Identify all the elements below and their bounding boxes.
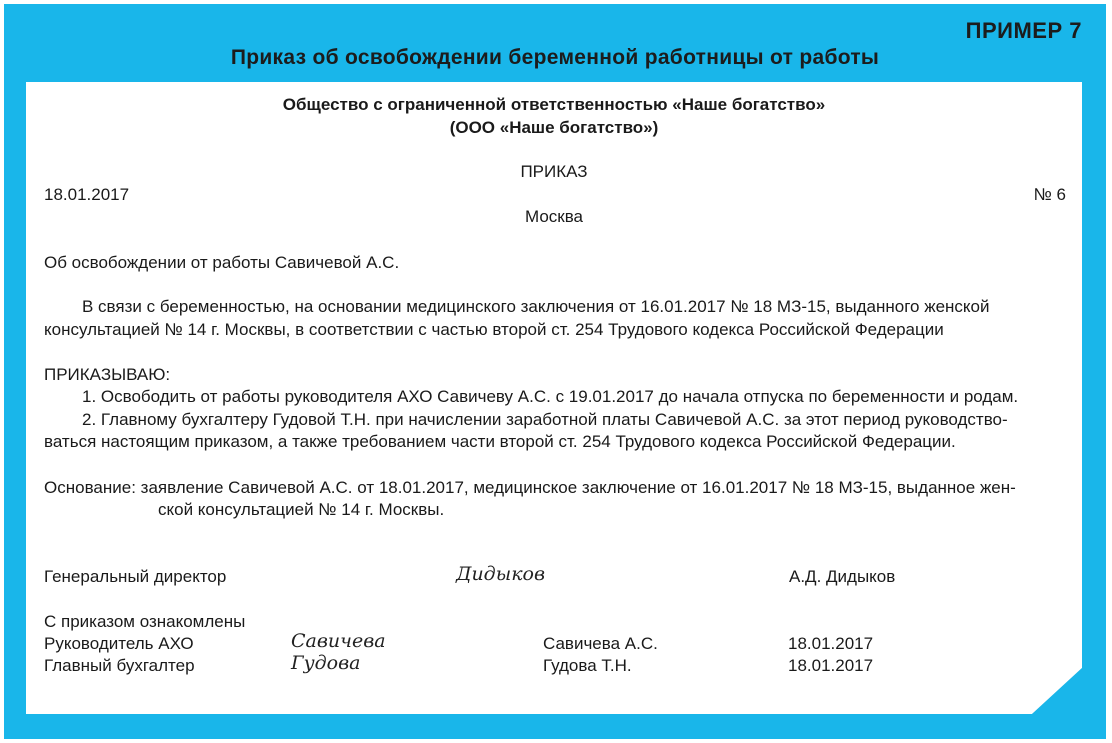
order-subject: Об освобождении от работы Савичевой А.С. — [44, 253, 400, 272]
decree-item-1: 1. Освободить от работы руководителя АХО Савичеву А.С. с 19.01.2017 до начала отпуска по беременности и родам. — [82, 387, 1019, 406]
preamble-line-1: В связи с беременностью, на основании медицинского заключения от 16.01.2017 № 18 МЗ-15, выданного женской — [82, 297, 990, 316]
order-heading: ПРИКАЗ — [520, 162, 588, 181]
ack-position: Главный бухгалтер — [44, 656, 195, 675]
ack-signature: Гудова — [291, 652, 361, 674]
document-title: Приказ об освобождении беременной работницы от работы — [230, 46, 880, 69]
order-city: Москва — [524, 207, 584, 226]
basis-line-2: ской консультацией № 14 г. Москвы. — [158, 500, 445, 519]
ack-date: 18.01.2017 — [788, 634, 874, 653]
org-short-name: (ООО «Наше богатство») — [449, 118, 659, 137]
ack-signature: Савичева — [291, 630, 386, 652]
ack-position: Руководитель АХО — [44, 634, 194, 653]
org-full-name: Общество с ограниченной ответственностью «Наше богатство» — [282, 95, 826, 114]
director-signature: Дидыков — [456, 563, 546, 585]
decree-item-2-line-1: 2. Главному бухгалтеру Гудовой Т.Н. при начислении заработной платы Савичевой А.С. за этот период руководство- — [82, 410, 1008, 429]
ack-name: Гудова Т.Н. — [543, 656, 632, 675]
order-number: № 6 — [1033, 185, 1066, 204]
ack-name: Савичева А.С. — [543, 634, 658, 653]
preamble-line-2: консультацией № 14 г. Москвы, в соответствии с частью второй ст. 254 Трудового кодекса Российской Федерации — [44, 320, 944, 339]
example-label: ПРИМЕР 7 — [965, 18, 1082, 43]
director-position: Генеральный директор — [44, 567, 227, 586]
order-date: 18.01.2017 — [44, 185, 130, 204]
basis-line-1: Основание: заявление Савичевой А.С. от 18.01.2017, медицинское заключение от 16.01.2017 № 18 МЗ-15, выданное жен- — [44, 478, 1016, 497]
director-name: А.Д. Дидыков — [789, 567, 896, 586]
ack-date: 18.01.2017 — [788, 656, 874, 675]
acknowledged-heading: С приказом ознакомлены — [44, 612, 246, 631]
decree-item-2-line-2: ваться настоящим приказом, а также требованием части второй ст. 254 Трудового кодекса Российской Федерации. — [44, 432, 956, 451]
decree-heading: ПРИКАЗЫВАЮ: — [44, 365, 171, 384]
